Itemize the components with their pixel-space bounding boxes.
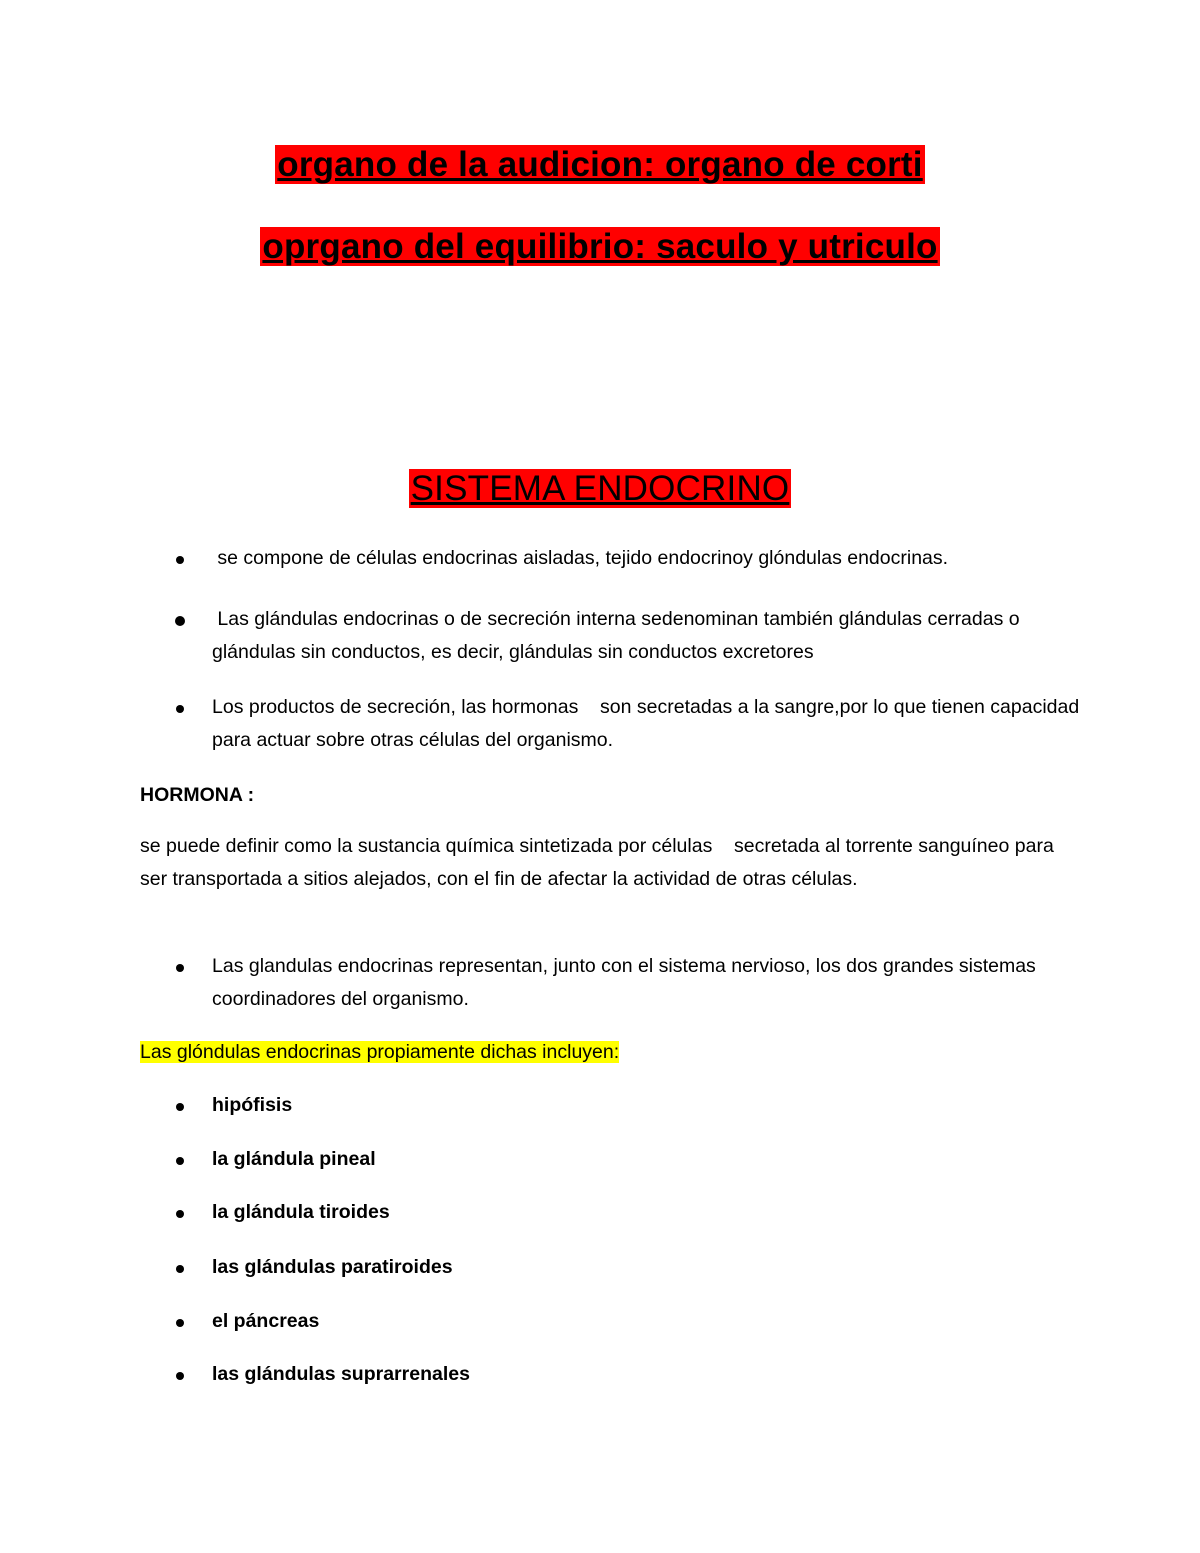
bullet-icon <box>176 1210 184 1218</box>
bullet-icon <box>176 1265 184 1273</box>
gland-item <box>140 1196 1080 1229</box>
gland-item-text: las glándulas suprarrenales <box>212 1363 470 1385</box>
heading-audicion-text: organo de la audicion: organo de corti <box>277 145 923 184</box>
gland-item <box>140 1305 1080 1338</box>
intro-bullet-2-text: Las glándulas endocrinas o de secreción interna sedenominan también glándulas cerradas o glándulas sin conductos, es decir, glándulas sin conductos excretores <box>212 608 1026 663</box>
glands-title-text: Las glóndulas endocrinas propiamente dichas incluyen: <box>140 1041 620 1063</box>
intro-bullet-1 <box>140 542 1080 575</box>
section-title-text: SISTEMA ENDOCRINO <box>410 469 790 508</box>
gland-item-text: hipófisis <box>212 1094 293 1116</box>
gland-item-text: el páncreas <box>212 1310 320 1332</box>
gland-item <box>140 1358 1080 1391</box>
intro-bullet-3-text: Los productos de secreción, las hormonas son secretadas a la sangre,por lo que tienen capacidad para actuar sobre otras células del organismo. <box>212 696 1085 751</box>
glands-title <box>140 1036 1080 1069</box>
heading-equilibrio-text: oprgano del equilibrio: saculo y utriculo <box>262 227 938 266</box>
bullet-icon <box>176 1319 184 1327</box>
bullet-icon <box>176 1157 184 1165</box>
gland-item-text: la glándula tiroides <box>212 1201 390 1223</box>
hormona-definition: se puede definir como la sustancia química sintetizada por células secretada al torrente sanguíneo para ser transportada a sitios alejados, con el fin de afectar la actividad de otras células. <box>140 835 1060 890</box>
intro-bullet-3 <box>140 691 1085 757</box>
heading-audicion <box>0 138 1200 192</box>
gland-item-text: las glándulas paratiroides <box>212 1256 453 1278</box>
bullet-icon <box>176 705 184 713</box>
coordination-bullet-text: Las glandulas endocrinas representan, junto con el sistema nervioso, los dos grandes sistemas coordinadores del organismo. <box>212 955 1036 1010</box>
gland-item <box>140 1089 1080 1122</box>
coordination-bullet <box>140 950 1080 1016</box>
gland-item <box>140 1251 1080 1284</box>
bullet-icon <box>176 556 184 564</box>
gland-item-text: la glándula pineal <box>212 1148 376 1170</box>
section-title <box>0 462 1200 516</box>
bullet-icon <box>176 1103 184 1111</box>
heading-equilibrio <box>0 220 1200 274</box>
gland-item <box>140 1143 1080 1176</box>
intro-bullet-1-text: se compone de células endocrinas aisladas, tejido endocrinoy glóndulas endocrinas. <box>212 547 949 569</box>
hormona-label: HORMONA : <box>140 784 255 806</box>
bullet-icon <box>176 1372 184 1380</box>
bullet-icon <box>176 964 184 972</box>
bullet-icon <box>175 616 185 626</box>
intro-bullet-2 <box>140 603 1080 669</box>
